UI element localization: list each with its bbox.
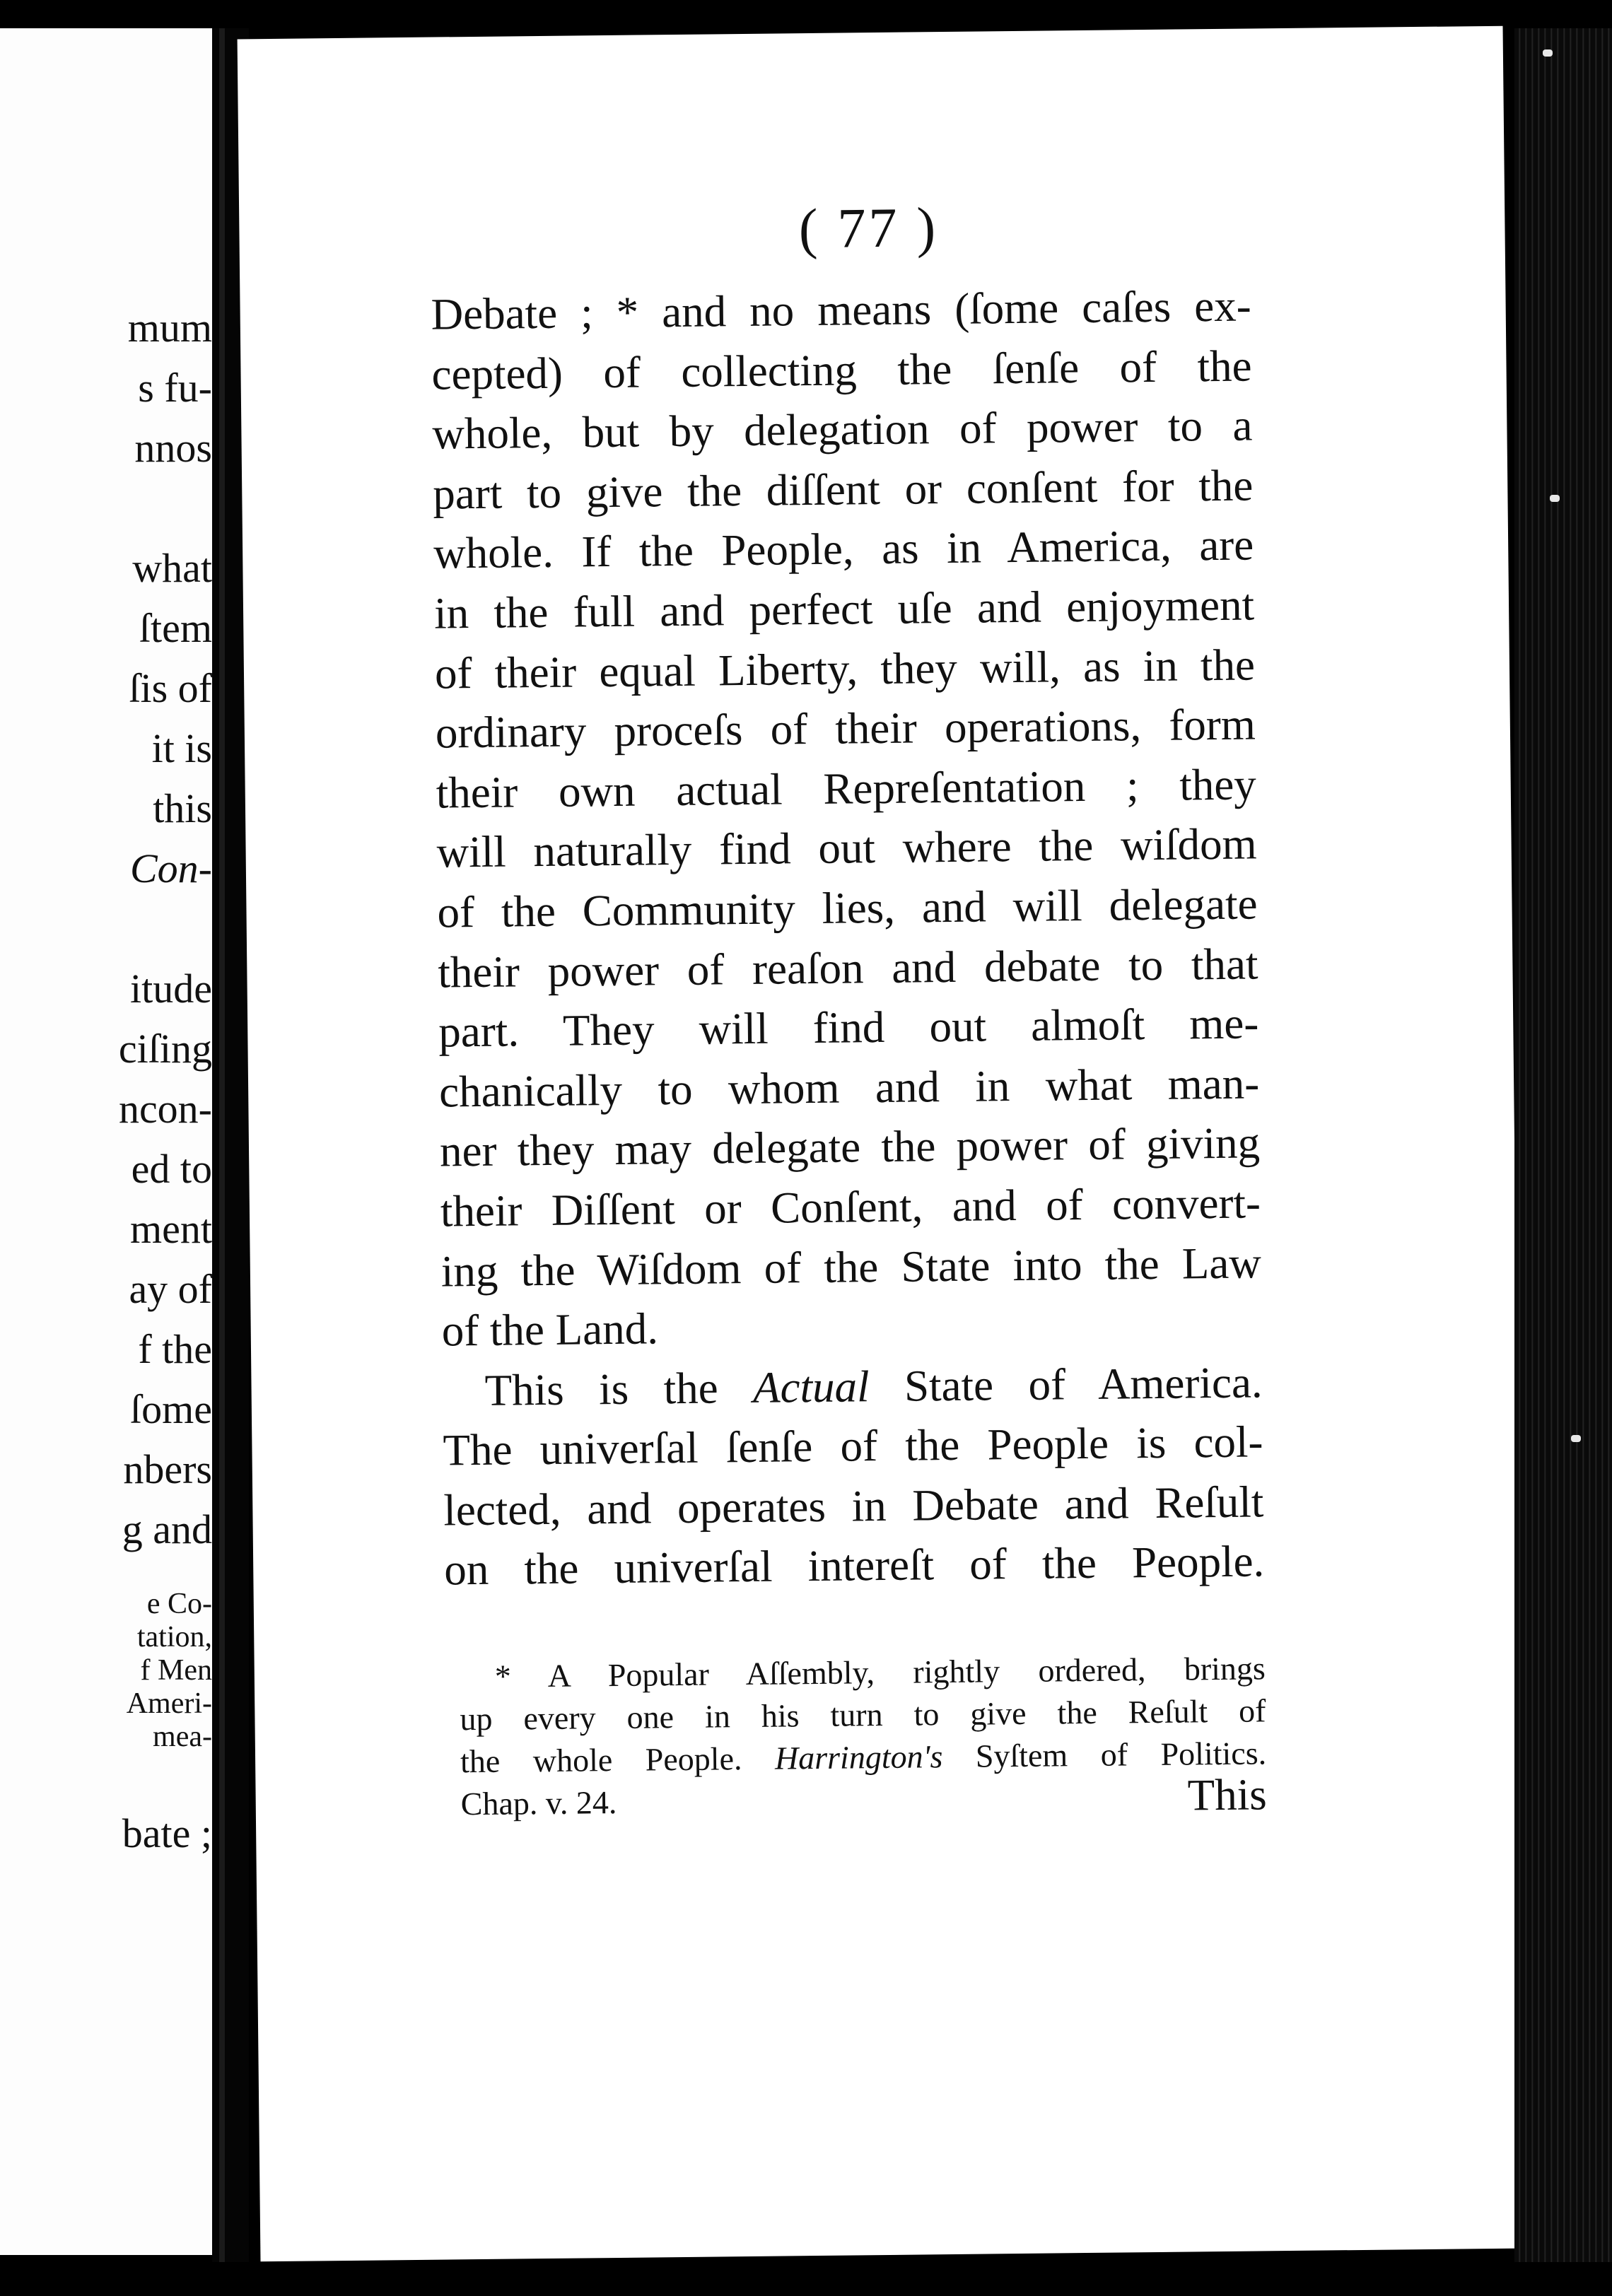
italic-word: Actual — [752, 1361, 870, 1412]
left-page-text-fragment: bate ; — [122, 1810, 212, 1856]
text-line: their power of reaſon and debate to that — [438, 938, 1258, 997]
left-page-text-fragment: ſome — [130, 1386, 212, 1432]
scan-border-top — [0, 0, 1612, 28]
footnote-line: up every one in his turn to give the Reſult of — [460, 1692, 1266, 1738]
left-page-text-fragment: f the — [138, 1326, 212, 1372]
paragraph-2 — [442, 1352, 1264, 1600]
footnote-line: * A Popular Aſſembly, rightly ordered, brings — [494, 1650, 1266, 1694]
main-page — [238, 26, 1526, 2262]
text-line: Debate ; * and no means (ſome caſes ex- — [431, 281, 1251, 339]
text-line: on the univerſal intereſt of the People. — [443, 1536, 1265, 1595]
scan-speck — [1550, 495, 1560, 502]
text-line: in the full and perfect uſe and enjoyment — [433, 580, 1255, 638]
text-run: Syſtem of Politics. — [975, 1735, 1267, 1774]
text-line: ing the Wiſdom of the State into the Law — [440, 1237, 1262, 1296]
left-page-text-fragment: g and — [122, 1506, 212, 1552]
left-page-text-fragment: f Men — [140, 1654, 212, 1687]
left-page-text-fragment: nbers — [123, 1446, 212, 1492]
text-line: whole. If the People, as in America, are — [433, 520, 1254, 578]
text-line: lected, and operates in Debate and Reſult — [443, 1477, 1264, 1535]
scan-speck — [1571, 1435, 1581, 1442]
text-line: whole, but by delegation of power to a — [432, 400, 1253, 459]
scan-border-bottom — [0, 2262, 1612, 2296]
text-line: of the Community lies, and will delegate — [437, 879, 1258, 937]
left-page-text-fragment: Con- — [130, 845, 212, 891]
main-text-block — [431, 276, 1264, 1600]
footnote — [460, 1647, 1267, 1825]
text-line: The univerſal ſenſe of the People is col- — [443, 1417, 1263, 1475]
left-page-text-fragment: ay of — [129, 1266, 212, 1312]
text-run: State of America. — [904, 1357, 1263, 1411]
italic-citation: Harrington's — [774, 1738, 943, 1776]
text-line: will naturally find out where the wiſdom — [436, 819, 1257, 877]
book-page-edges — [1514, 28, 1612, 2262]
left-page-text-fragment: nnos — [134, 425, 212, 471]
left-page-text-fragment: s fu- — [138, 365, 212, 411]
left-page-text-fragment: this — [153, 785, 212, 831]
left-page-text-fragment: tation, — [136, 1621, 212, 1653]
text-line: ner they may delegate the power of giving — [439, 1118, 1261, 1176]
text-line: of the Land. — [441, 1304, 659, 1356]
left-facing-page — [0, 28, 212, 2255]
text-line — [442, 1352, 1263, 1421]
left-page-text-fragment: ncon- — [118, 1086, 212, 1132]
text-run: This is the — [484, 1363, 718, 1415]
footnote-line: Chap. v. 24. — [460, 1784, 617, 1822]
gutter-shadow-line — [219, 28, 225, 2262]
text-line: of their equal Liberty, they will, as in the — [434, 639, 1256, 698]
text-line: their own actual Repreſentation ; they — [436, 759, 1257, 818]
text-line: part. They will find out almoſt me- — [438, 998, 1259, 1057]
left-page-text-fragment: ſtem — [139, 605, 212, 651]
left-page-text-fragment: what — [132, 545, 212, 591]
left-page-text-fragment: ſis of — [129, 665, 212, 711]
text-line: cepted) of collecting the ſenſe of the — [431, 341, 1252, 399]
paragraph-1 — [431, 276, 1262, 1361]
left-page-text-fragment: Ameri- — [126, 1687, 212, 1720]
catchword: This — [1187, 1769, 1268, 1820]
page-number: ( 77 ) — [798, 197, 939, 261]
left-page-text-fragment: itude — [130, 966, 212, 1012]
text-line: chanically to whom and in what man- — [438, 1058, 1260, 1117]
left-page-text-fragment: mum — [127, 305, 212, 351]
footnote-line — [460, 1732, 1267, 1783]
text-line: their Diſſent or Conſent, and of convert- — [440, 1178, 1261, 1236]
left-page-text-fragment: e Co- — [146, 1588, 212, 1620]
left-page-text-fragment: ment — [130, 1206, 212, 1252]
left-page-text-fragment: it is — [151, 725, 212, 771]
left-page-text-fragment: ed to — [131, 1146, 212, 1192]
left-page-text-fragment: mea- — [153, 1721, 212, 1753]
text-line: ordinary proceſs of their operations, form — [435, 699, 1256, 758]
text-run: the whole People. — [460, 1740, 742, 1780]
text-line: part to give the diſſent or conſent for the — [432, 460, 1254, 519]
left-page-text-fragment: ciſing — [118, 1026, 212, 1072]
scan-speck — [1543, 49, 1553, 57]
